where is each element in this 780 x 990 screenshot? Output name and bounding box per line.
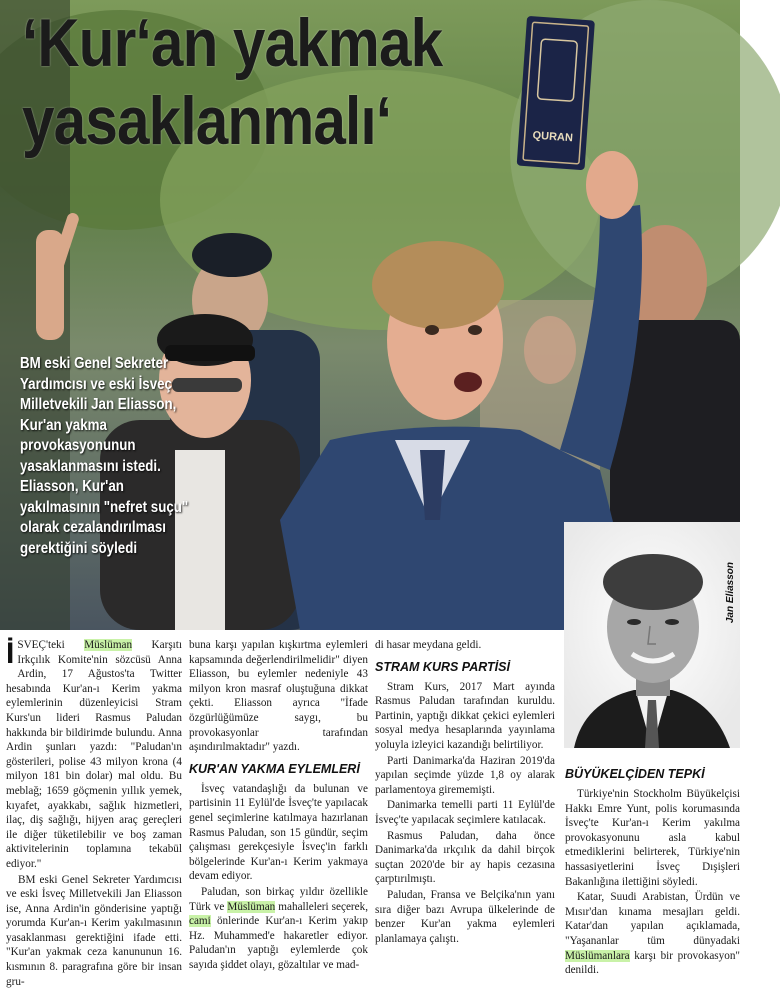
- article-paragraph: BM eski Genel Sekreter Yardımcısı ve eski İsveç Milletvekili Jan Eliasson ise, Anna Ardin'in gönderisine yaptığı yorumda Kur'an-ı Kerim yakılmasının yasaklanması gerektiğini ifade etti. "Kur'an yakmak ceza kanununun 16. kısmının 8. paragrafına göre bir insan gru-: [6, 873, 182, 988]
- lead-text-a: SVEÇ'teki: [17, 639, 85, 651]
- subheading-stram-kurs: STRAM KURS PARTİSİ: [375, 659, 510, 674]
- highlight-term: Müslüman: [227, 900, 276, 913]
- quran-book-illustration: [517, 16, 595, 170]
- drop-cap: İ: [6, 637, 15, 670]
- text-run: Paludan, son birkaç yıldır özellikle Türk ve: [189, 885, 368, 913]
- article-column-2: [189, 638, 368, 973]
- article-column-3: [375, 638, 555, 947]
- subheading-buyukelci: BÜYÜKELÇİDEN TEPKİ: [565, 767, 705, 781]
- article-paragraph: Rasmus Paludan, daha önce Danimarka'da ırkçılık da dahil birçok suçtan 2020'de bir ay hapis cezasına çarptırılmıştı.: [375, 829, 555, 886]
- article-paragraph: Parti Danimarka'da Haziran 2019'da yapılan seçimde yüzde 1,8 oy alarak parlamentoya girememişti.: [375, 754, 555, 796]
- text-run: mahalleleri seçerek,: [275, 900, 369, 913]
- text-run: karşı bir provokasyon" denildi.: [565, 949, 740, 977]
- headline-line-1: ‘Kur‘an yakmak: [22, 5, 443, 81]
- article-paragraph: Türkiye'nin Stockholm Büyükelçisi Hakkı Emre Yunt, polis korumasında İsveç'te Kur'an-ı Kerim yakılma provokasyonunu asla kabul etmediklerini belirterek, Türkiye'nin hassasiyetlerini İsveç Dışişleri Bakanlığına ilettiğini söyledi.: [565, 788, 740, 888]
- highlight-term: cami: [189, 915, 211, 928]
- highlight-term: Müslümanlara: [565, 949, 630, 962]
- headline-line-2: yasaklanmalı‘: [22, 83, 392, 159]
- subheading-kuran-yakma: KUR'AN YAKMA EYLEMLERİ: [189, 761, 360, 776]
- text-run: Katar, Suudi Arabistan, Ürdün ve Mısır'dan kınama mesajları geldi. Katar'dan yapılan açıklamada, "Yaşananlar tüm dünyadaki: [565, 891, 740, 947]
- highlight-term: Müslüman: [84, 639, 133, 651]
- portrait-label: Jan Eliasson: [725, 562, 736, 624]
- article-column-1: [6, 638, 182, 990]
- article-paragraph: [565, 890, 740, 978]
- headline: [22, 4, 469, 160]
- article-lead-paragraph: [6, 638, 182, 872]
- text-run: önlerinde Kur'an-ı Kerim yakıp Hz. Muhammed'e hakaretler ediyor. Paludan'ın yaptığı eylemlerde çok sayıda şiddet olayı, gözaltılar ve mad-: [189, 915, 368, 971]
- article-paragraph: İsveç vatandaşlığı da bulunan ve partisinin 11 Eylül'de İsveç'te yapılacak genel seçimlerine katılmaya hazırlanan Rasmus Paludan, son 15 gündür, seçim çalışması gerekçesiyle İsveç'in farklı bölgelerinde Kur'an-ı Kerim yakmaya devam ediyor.: [189, 782, 368, 883]
- article-paragraph: buna karşı yapılan kışkırtma eylemleri kapsamında değerlendirilmelidir" diyen Eliasson, bu eylemler nedeniyle 43 milyon kron masraf oluştuğuna dikkat çekti. Eliasson ayrıca "İfade özgürlüğümüze saygı, bu provokasyonlar tarafından aşındırılmaktadır" yazdı.: [189, 639, 368, 754]
- article-paragraph: di hasar meydana geldi.: [375, 639, 482, 651]
- article-paragraph: Danimarka temelli parti 11 Eylül'de İsveç'te yapılacak seçimlere katılacak.: [375, 799, 555, 826]
- portrait-photo: [564, 522, 740, 748]
- article-paragraph: Paludan, Fransa ve Belçika'nın yanı sıra diğer bazı Avrupa ülkelerinde de benzer Kur'an yakma eylemleri planlamaya çalıştı.: [375, 888, 555, 945]
- article-column-4: [565, 760, 740, 979]
- portrait-inset: [564, 522, 740, 748]
- book-cover-text: QURAN: [532, 129, 574, 145]
- photo-caption: BM eski Genel Sekreter Yardımcısı ve eski İsveç Milletvekili Jan Eliasson, Kur'an yakma provokasyonunun yasaklanmasını istedi. Eliasson, Kur'an yakılmasının "nefret suçu" olarak cezalandırılması gerektiğini söyledi: [20, 355, 189, 557]
- article-paragraph: Stram Kurs, 2017 Mart ayında Rasmus Paludan tarafından kuruldu. Partinin, yaptığı dikkat çekici eylemleri sosyal medya hesaplarında yayınlama yoluyla izleyici kazandığı belirtiliyor.: [375, 680, 555, 751]
- article-paragraph: [189, 885, 368, 973]
- lead-text-b: Karşıtı Irkçılık Komite'nin sözcüsü Anna Ardin, 17 Ağustos'ta Twitter hesabında Kur'an-ı Kerim yakma eylemlerinin düzenleyicisi Stram Kurs'un lideri Rasmus Paludan hakkında bir bildirimde bulundu. Anna Ardin şunları yazdı: "Paludan'ın gösterileri, polise 43 milyon krona (4 milyon 181 bin dolar) mal oldu. Bu meblağ; 1659 göçmenin yıllık yemek, kıyafet, ayakkabı, sağlık hizmetleri, ilaç, diş sağlığı, hijyen araç gereçleri ile diğer tüketilebilir ve boş zaman aktivitelerinin toplamına tekabül ediyor.": [6, 639, 183, 870]
